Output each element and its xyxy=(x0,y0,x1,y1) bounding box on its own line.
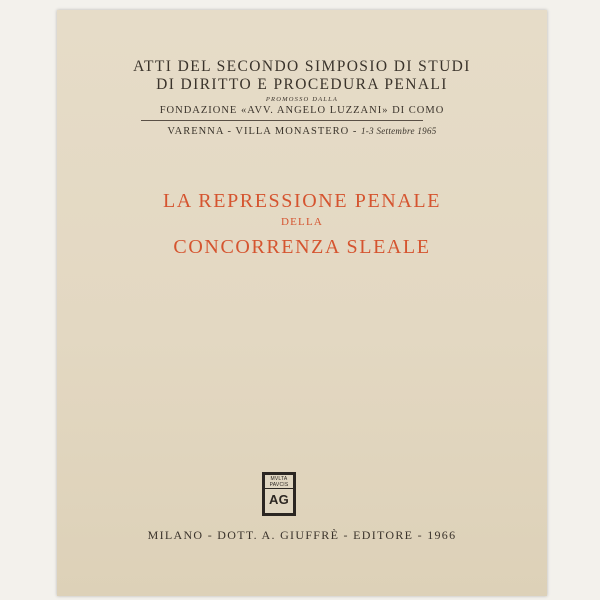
venue-place: VARENNA - VILLA MONASTERO - xyxy=(167,126,361,137)
venue-line xyxy=(57,126,547,137)
foundation-name: FONDAZIONE «AVV. ANGELO LUZZANI» DI COMO xyxy=(159,105,445,116)
publisher-motto xyxy=(265,475,293,488)
symposium-title-line-2: DI DIRITTO E PROCEDURA PENALI xyxy=(156,76,448,93)
title-page xyxy=(57,10,547,596)
venue-dates: 1-3 Settembre 1965 xyxy=(361,126,437,136)
symposium-title-line-1: ATTI DEL SECONDO SIMPOSIO DI STUDI xyxy=(133,58,471,75)
publisher-imprint: MILANO - DOTT. A. GIUFFRÈ - EDITORE - 1966 xyxy=(147,528,457,542)
logo-motto-line-1: MVLTA xyxy=(270,475,288,482)
publisher-logo xyxy=(262,472,296,516)
promoted-by-label: PROMOSSO DALLA xyxy=(265,96,339,103)
logo-motto-line-2: PAVCIS xyxy=(269,481,289,488)
book-title-connector: DELLA xyxy=(280,216,324,228)
header-rule xyxy=(141,120,423,121)
logo-monogram: AG xyxy=(265,489,293,513)
book-title-line-2: CONCORRENZA SLEALE xyxy=(173,236,431,258)
book-title-line-1: LA REPRESSIONE PENALE xyxy=(162,190,442,212)
